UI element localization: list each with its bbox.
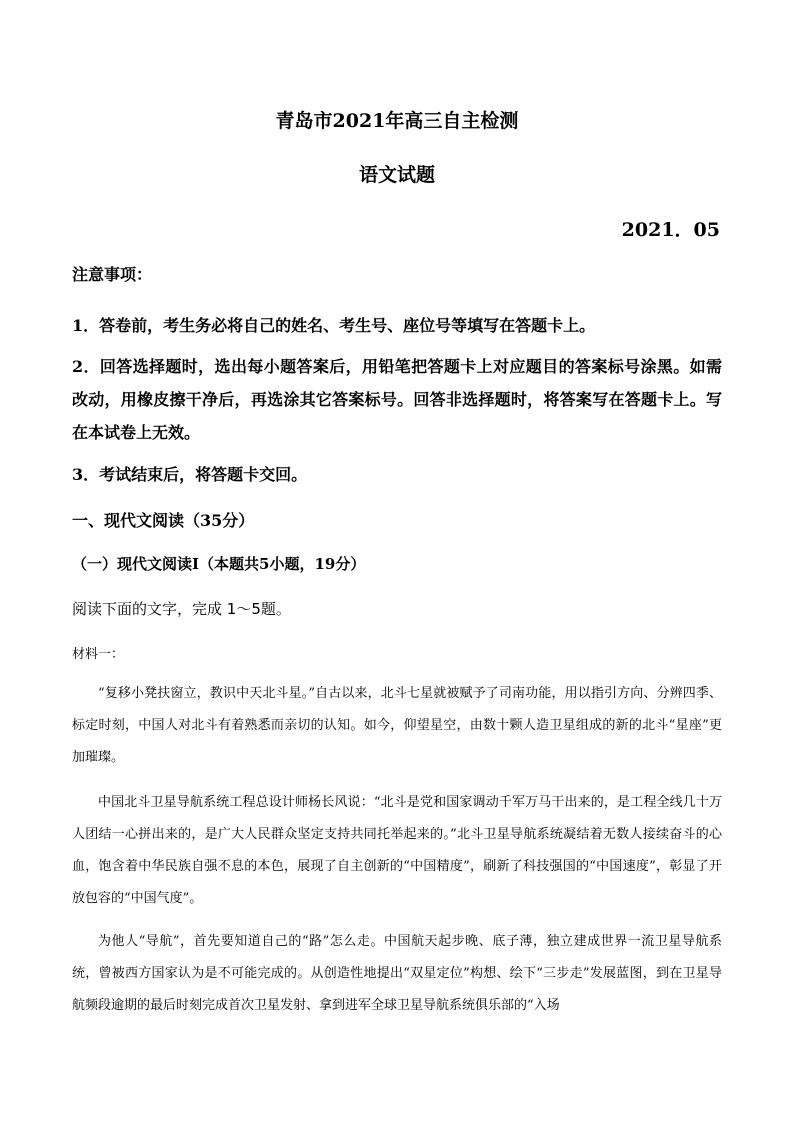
exam-title: 青岛市2021年高三自主检测 (275, 110, 519, 132)
material-paragraph-1: “复移小凳扶窗立，教识中天北斗星。”自古以来，北斗七星就被赋予了司南功能，用以指引方向、分辨四季、标定时刻，中国人对北斗有着熟悉而亲切的认知。如今，仰望星空，由数十颗人造卫星组成的新的北斗“星座”更加璀璨。 (72, 686, 722, 765)
notice-item-1: 1．答卷前，考生务必将自己的姓名、考生号、座位号等填写在答题卡上。 (72, 316, 596, 335)
material-paragraph-3: 为他人“导航”，首先要知道自己的“路”怎么走。中国航天起步晚、底子薄，独立建成世界一流卫星导航系统，曾被西方国家认为是不可能完成的。从创造性地提出“双星定位”构想、绘下“三步走”发展蓝图，到在卫星导航频段逾期的最后时刻完成首次卫星发射、拿到进军全球卫星导航系统俱乐部的“入场 (72, 934, 722, 1013)
exam-subtitle: 语文试题 (358, 164, 435, 186)
subsection-heading: （一）现代文阅读Ⅰ（本题共5小题，19分） (72, 555, 366, 573)
material-label: 材料一： (72, 647, 125, 662)
notice-item-3: 3．考试结束后，将答题卡交回。 (72, 465, 308, 484)
notice-heading: 注意事项： (72, 265, 153, 284)
notice-item-2: 2．回答选择题时，选出每小题答案后，用铅笔把答题卡上对应题目的答案标号涂黑。如需改动，用橡皮擦干净后，再选涂其它答案标号。回答非选择题时，将答案写在答题卡上。写在本试卷上无效。 (72, 357, 722, 442)
reading-instruction: 阅读下面的文字，完成 1～5题。 (72, 600, 291, 618)
section-heading: 一、现代文阅读（35分） (72, 511, 255, 530)
material-paragraph-2: 中国北斗卫星导航系统工程总设计师杨长风说：“北斗是党和国家调动千军万马干出来的，是工程全线几十万人团结一心拼出来的，是广大人民群众坚定支持共同托举起来的。”北斗卫星导航系统凝结着无数人接续奋斗的心血，饱含着中华民族自强不息的本色，展现了自主创新的“中国精度”，刷新了科技强国的“中国速度”，彰显了开放包容的“中国气度”。 (72, 795, 722, 906)
exam-date: 2021．05 (621, 219, 720, 241)
